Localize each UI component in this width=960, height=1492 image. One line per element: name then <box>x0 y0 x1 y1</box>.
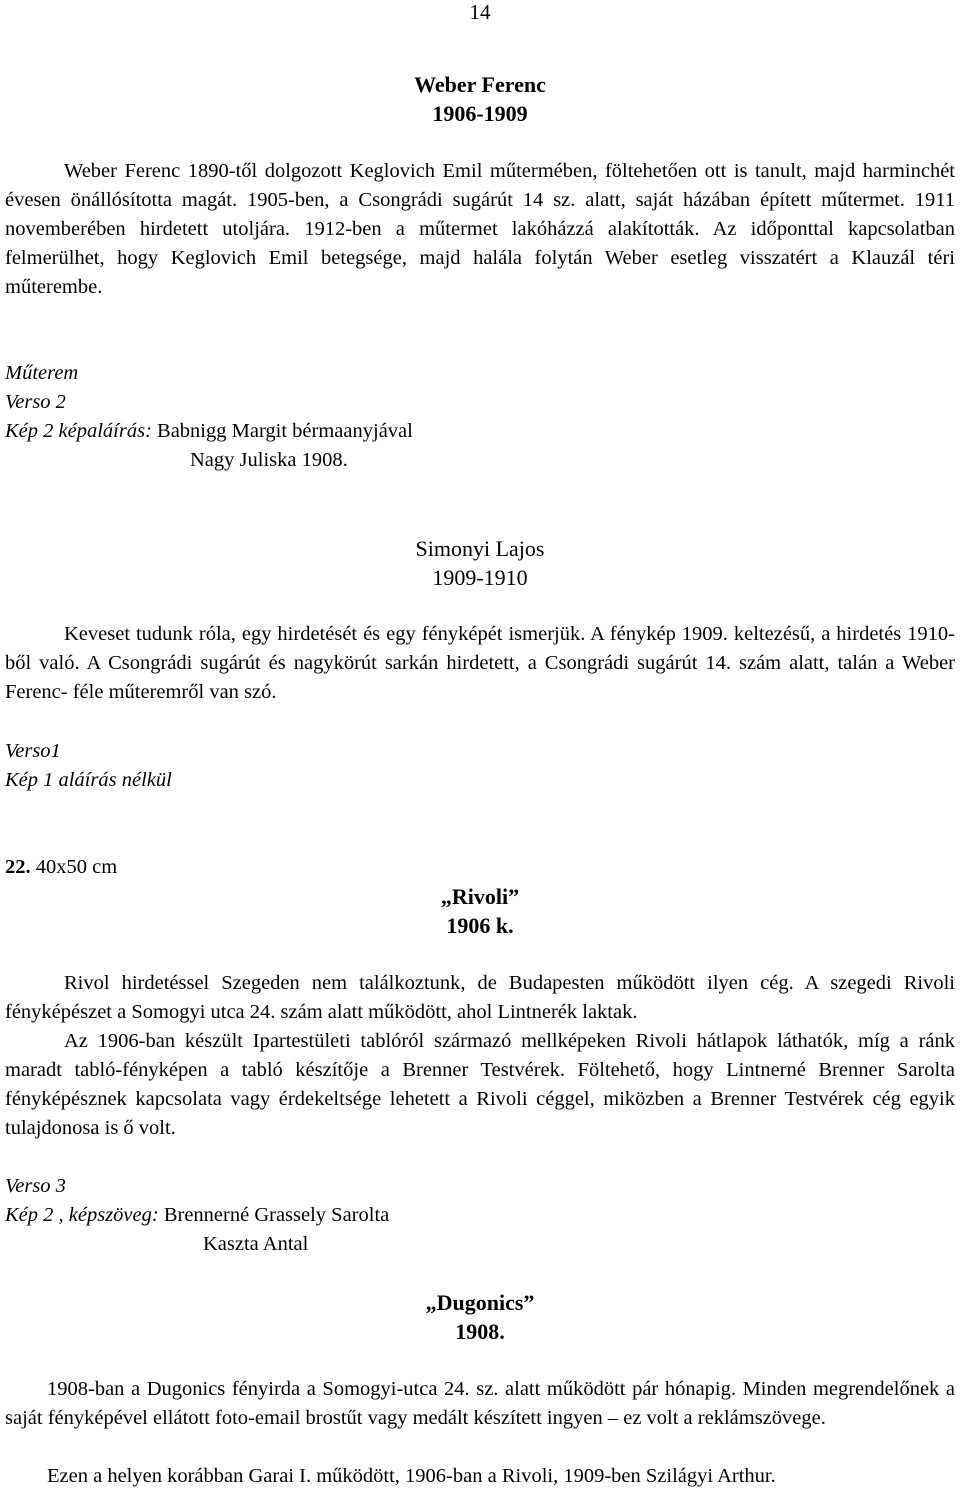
weber-years: 1906-1909 <box>432 101 528 126</box>
rivoli-verso-label: Verso 3 <box>5 1175 66 1197</box>
rivoli-caption-line2: Kaszta Antal <box>203 1233 309 1255</box>
simonyi-verso-label: Verso1 <box>5 740 61 762</box>
dugonics-para1: 1908-ban a Dugonics fényirda a Somogyi-utca 24. sz. alatt működött pár hónapig. Minden megrendelőnek a saját fényképével ellátott foto-email brostűt vagy medált készített ingyen – ez volt a reklámszövege. <box>5 1378 955 1429</box>
rivoli-size: 40x50 cm <box>35 856 118 878</box>
weber-caption <box>5 417 955 446</box>
weber-name: Weber Ferenc <box>414 72 546 97</box>
rivoli-caption <box>5 1201 955 1230</box>
dugonics-years: 1908. <box>455 1319 505 1344</box>
weber-studio-label: Műterem <box>5 362 79 384</box>
rivoli-para1: Rivol hirdetéssel Szegeden nem találkoztunk, de Budapesten működött ilyen cég. A szegedi Rivoli fényképészet a Somogyi utca 24. szám alatt működött, ahol Lintnerék laktak. <box>5 972 955 1023</box>
weber-caption-label: Kép 2 képaláírás: <box>5 420 152 442</box>
weber-caption-line2: Nagy Juliska 1908. <box>190 449 348 471</box>
page-number: 14 <box>469 0 491 24</box>
dugonics-para2: Ezen a helyen korábban Garai I. működött, 1906-ban a Rivoli, 1909-ben Szilágyi Arthur. <box>47 1465 776 1487</box>
rivoli-entry-number: 22. <box>5 856 31 878</box>
weber-body: Weber Ferenc 1890-től dolgozott Keglovich Emil műtermében, föltehetően ott is tanult, majd harminchét évesen önállósította magát. 1905-ben, a Csongrádi sugárút 14 sz. alatt, saját házában épített műtermet. 1911 novemberében hirdetett utoljára. 1912-ben a műtermet lakóházzá alakították. Az időponttal kapcsolatban felmerülhet, hogy Keglovich Emil betegsége, majd halála folytán Weber esetleg visszatért a Klauzál téri műterembe. <box>5 160 955 298</box>
rivoli-caption-line1: Brennerné Grassely Sarolta <box>163 1204 390 1226</box>
simonyi-body: Keveset tudunk róla, egy hirdetését és egy fényképét ismerjük. A fénykép 1909. keltezésű, a hirdetés 1910-ből való. A Csongrádi sugárút és nagykörút sarkán hirdetett, a Csongrádi sugárút 14. szám alatt, talán a Weber Ferenc- féle műteremről van szó. <box>5 623 955 703</box>
rivoli-caption-label: Kép 2 , képszöveg: <box>5 1204 159 1226</box>
dugonics-name: „Dugonics” <box>425 1290 535 1315</box>
rivoli-heading <box>5 882 955 940</box>
rivoli-para2: Az 1906-ban készült Ipartestületi tablóról származó mellképeken Rivoli hátlapok láthatók, míg a ránk maradt tabló-fényképen a tabló készítője a Brenner Testvérek. Föltehető, hogy Lintnerné Brenner Sarolta fényképésznek kapcsolata vagy érdekeltsége lehetett a Rivoli céggel, miközben a Brenner Testvérek cég egyik tulajdonosa is ő volt. <box>5 1030 955 1139</box>
weber-verso-label: Verso 2 <box>5 391 66 413</box>
rivoli-name: „Rivoli” <box>440 884 520 909</box>
dugonics-heading <box>5 1288 955 1346</box>
simonyi-years: 1909-1910 <box>432 565 528 590</box>
simonyi-heading <box>5 534 955 592</box>
rivoli-years: 1906 k. <box>446 913 514 938</box>
weber-heading <box>5 70 955 128</box>
simonyi-name: Simonyi Lajos <box>415 536 545 561</box>
rivoli-entry-line <box>5 853 955 882</box>
weber-caption-line1: Babnigg Margit bérmaanyjával <box>157 420 413 442</box>
simonyi-image-label: Kép 1 aláírás nélkül <box>5 769 172 791</box>
